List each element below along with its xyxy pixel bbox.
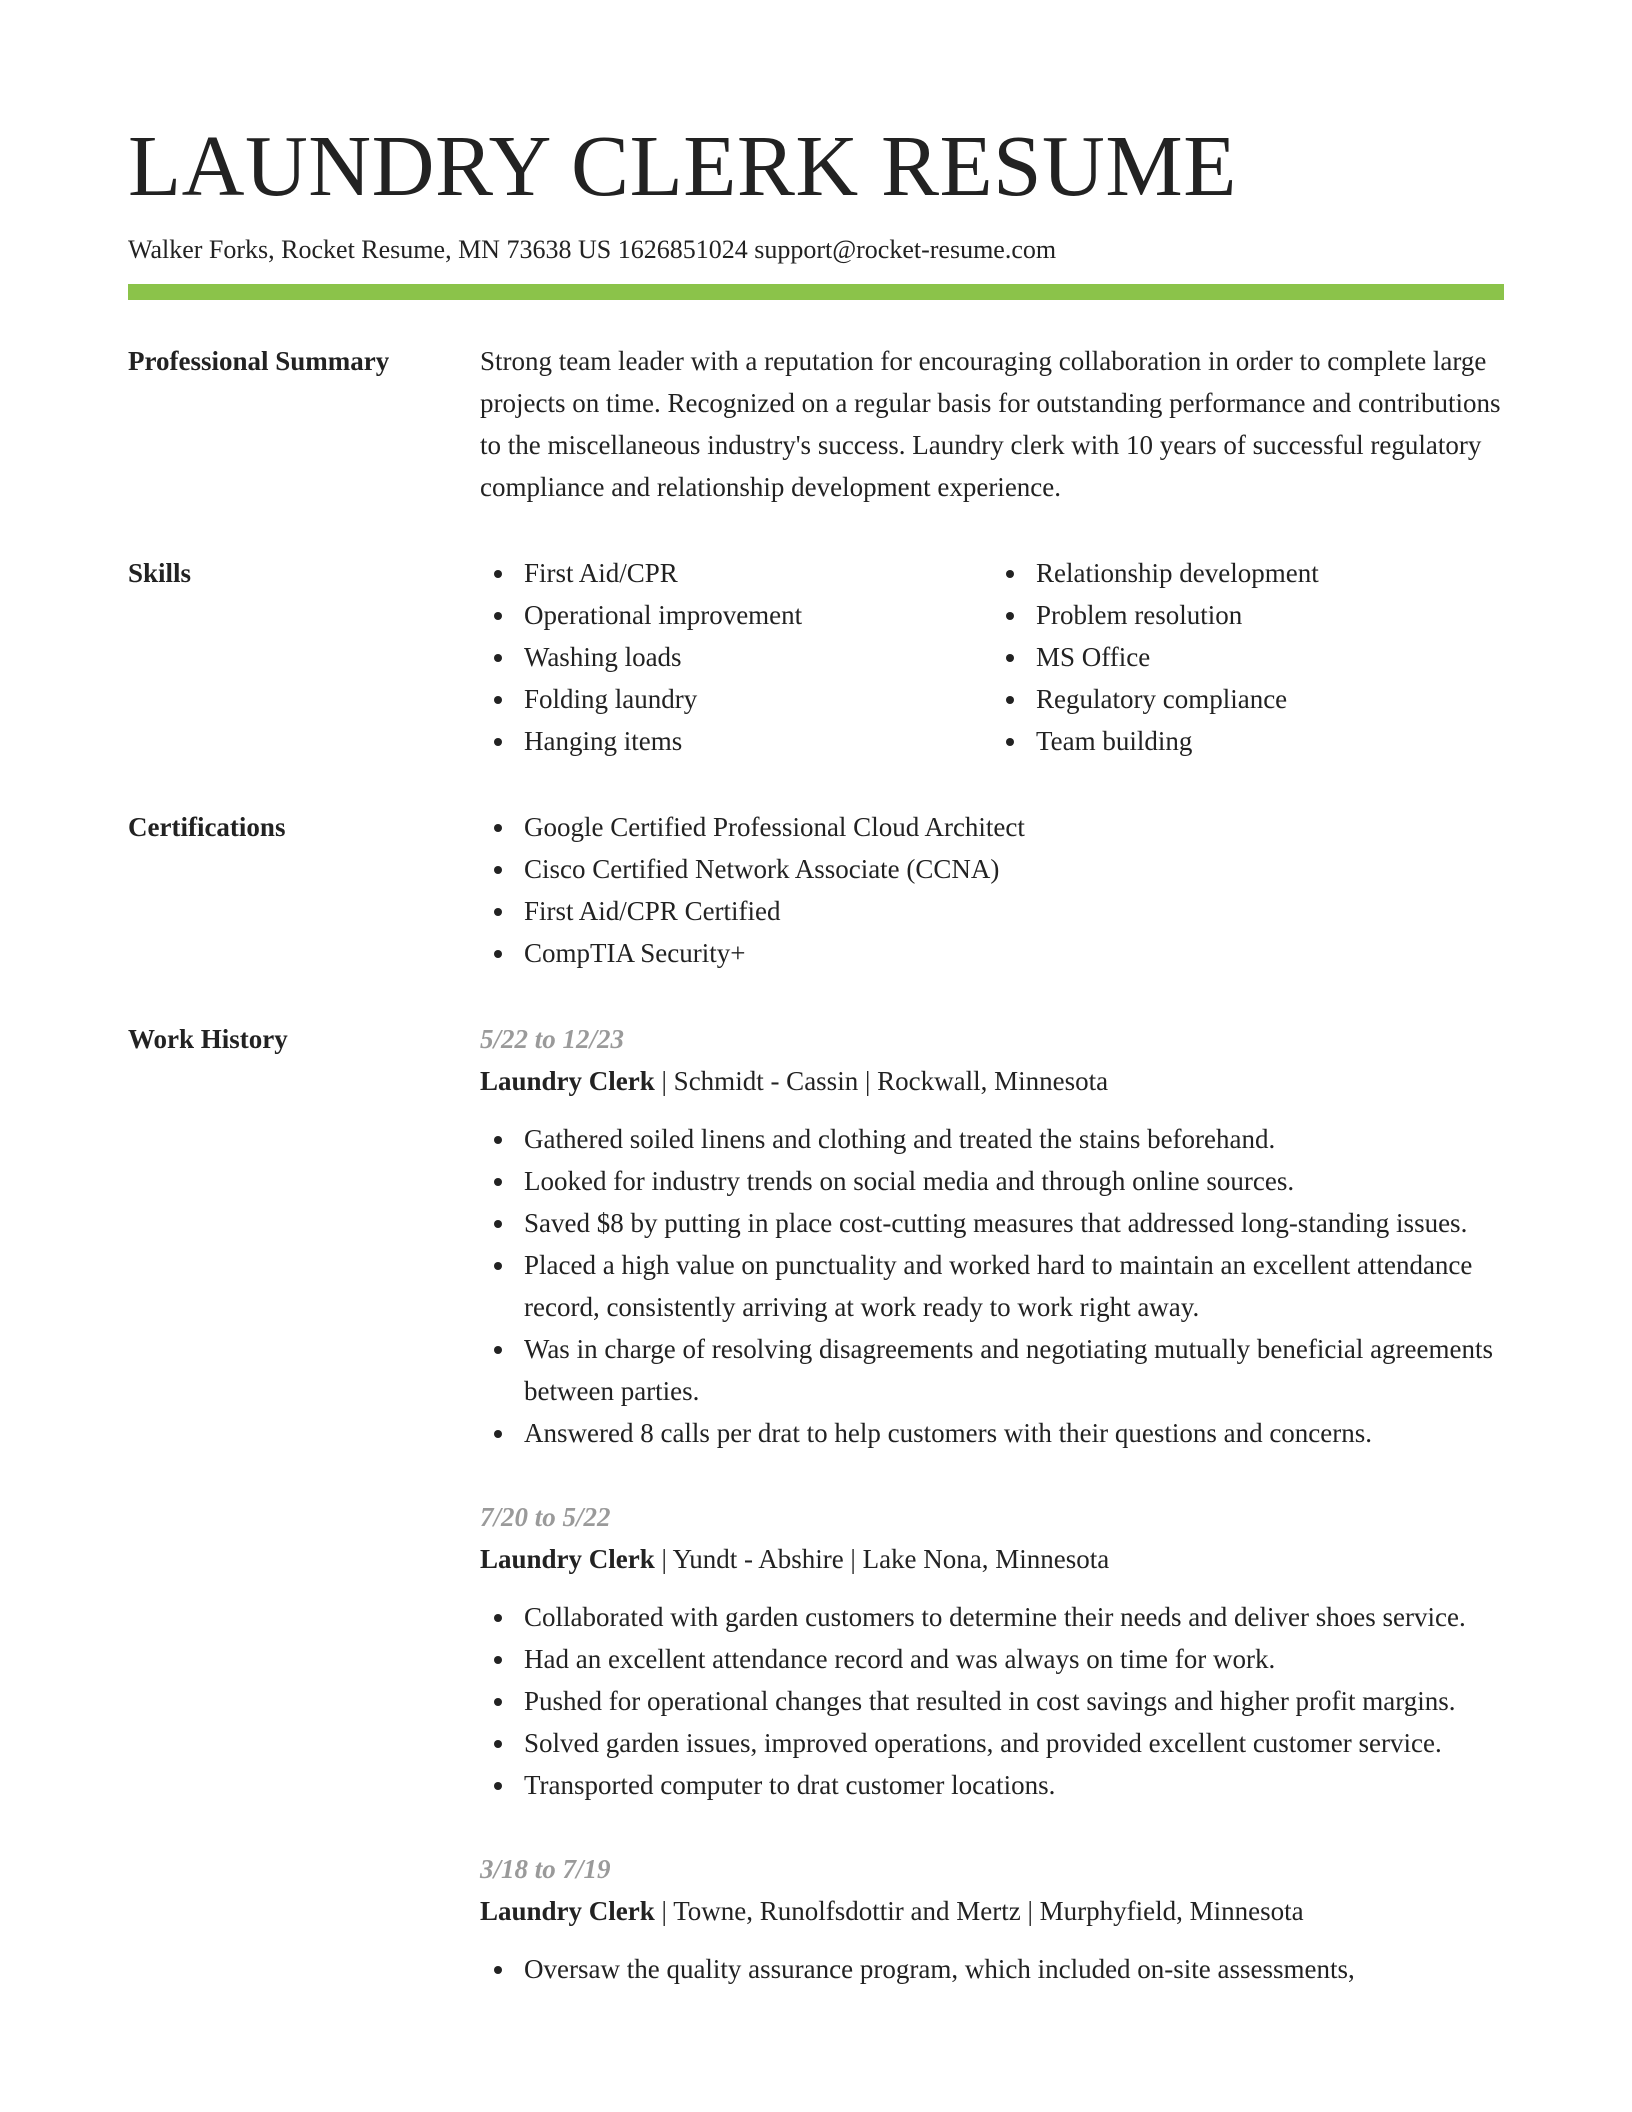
job-heading: [480, 1890, 1504, 1932]
skill-item: First Aid/CPR: [524, 552, 992, 594]
job-title: Laundry Clerk: [480, 1544, 655, 1575]
section-label-certifications: Certifications: [128, 812, 286, 843]
job-bullet: Placed a high value on punctuality and worked hard to maintain an excellent attendance record, consistently arriving at work ready to work right away.: [524, 1244, 1504, 1328]
skills-list-right: [992, 552, 1504, 762]
job-entry: [480, 1848, 1504, 1990]
job-title: Laundry Clerk: [480, 1896, 655, 1927]
certification-item: CompTIA Security+: [524, 932, 1504, 974]
job-bullets: [480, 1596, 1504, 1806]
resume-page: [128, 0, 1504, 1990]
job-bullet: Pushed for operational changes that resulted in cost savings and higher profit margins.: [524, 1680, 1504, 1722]
skill-item: Washing loads: [524, 636, 992, 678]
job-details: | Yundt - Abshire | Lake Nona, Minnesota: [654, 1544, 1110, 1575]
job-dates: 7/20 to 5/22: [480, 1502, 611, 1533]
job-title: Laundry Clerk: [480, 1066, 655, 1097]
summary-body: [480, 340, 1504, 508]
skills-body: [480, 552, 1504, 762]
job-details: | Towne, Runolfsdottir and Mertz | Murphyfield, Minnesota: [654, 1896, 1304, 1927]
job-details: | Schmidt - Cassin | Rockwall, Minnesota: [654, 1066, 1109, 1097]
job-bullet: Saved $8 by putting in place cost-cutting measures that addressed long-standing issues.: [524, 1202, 1504, 1244]
job-bullet: Looked for industry trends on social media and through online sources.: [524, 1160, 1504, 1202]
section-label-summary: Professional Summary: [128, 346, 390, 377]
skill-item: Hanging items: [524, 720, 992, 762]
job-heading: [480, 1538, 1504, 1580]
job-entry: [480, 1496, 1504, 1806]
certifications-body: [480, 806, 1504, 974]
job-dates: 5/22 to 12/23: [480, 1024, 625, 1055]
certification-item: Cisco Certified Network Associate (CCNA): [524, 848, 1504, 890]
skills-grid: [480, 552, 1504, 762]
job-entry: [480, 1018, 1504, 1454]
section-skills: [128, 552, 1504, 762]
skill-item: Team building: [1036, 720, 1504, 762]
job-bullet: Collaborated with garden customers to determine their needs and deliver shoes service.: [524, 1596, 1504, 1638]
skills-list-left: [480, 552, 992, 762]
skill-item: Regulatory compliance: [1036, 678, 1504, 720]
skill-item: Folding laundry: [524, 678, 992, 720]
section-label-skills: Skills: [128, 558, 192, 589]
section-work-history: [128, 1018, 1504, 1990]
job-bullet: Answered 8 calls per drat to help customers with their questions and concerns.: [524, 1412, 1504, 1454]
job-bullet: Solved garden issues, improved operations, and provided excellent customer service.: [524, 1722, 1504, 1764]
section-label-work-history: Work History: [128, 1024, 288, 1055]
job-bullets: [480, 1118, 1504, 1454]
certification-item: Google Certified Professional Cloud Architect: [524, 806, 1504, 848]
section-professional-summary: [128, 340, 1504, 508]
skill-item: MS Office: [1036, 636, 1504, 678]
skill-item: Problem resolution: [1036, 594, 1504, 636]
job-dates: 3/18 to 7/19: [480, 1854, 611, 1885]
job-bullet: Gathered soiled linens and clothing and treated the stains beforehand.: [524, 1118, 1504, 1160]
resume-title: LAUNDRY CLERK RESUME: [128, 117, 1237, 214]
job-bullet: Had an excellent attendance record and was always on time for work.: [524, 1638, 1504, 1680]
certifications-list: [480, 806, 1504, 974]
job-bullets: [480, 1948, 1504, 1990]
job-heading: [480, 1060, 1504, 1102]
work-history-body: [480, 1018, 1504, 1990]
accent-divider: [128, 284, 1504, 300]
section-certifications: [128, 806, 1504, 974]
job-bullet: Oversaw the quality assurance program, which included on-site assessments,: [524, 1948, 1504, 1990]
job-bullet: Was in charge of resolving disagreements and negotiating mutually beneficial agreements between parties.: [524, 1328, 1504, 1412]
certification-item: First Aid/CPR Certified: [524, 890, 1504, 932]
skill-item: Operational improvement: [524, 594, 992, 636]
summary-text: Strong team leader with a reputation for encouraging collaboration in order to complete large projects on time. Recognized on a regular basis for outstanding performance and contributions to the miscellaneous industry's success. Laundry clerk with 10 years of successful regulatory compliance and relationship development experience.: [480, 346, 1501, 503]
contact-line: Walker Forks, Rocket Resume, MN 73638 US 1626851024 support@rocket-resume.com: [128, 235, 1057, 264]
skill-item: Relationship development: [1036, 552, 1504, 594]
job-bullet: Transported computer to drat customer locations.: [524, 1764, 1504, 1806]
